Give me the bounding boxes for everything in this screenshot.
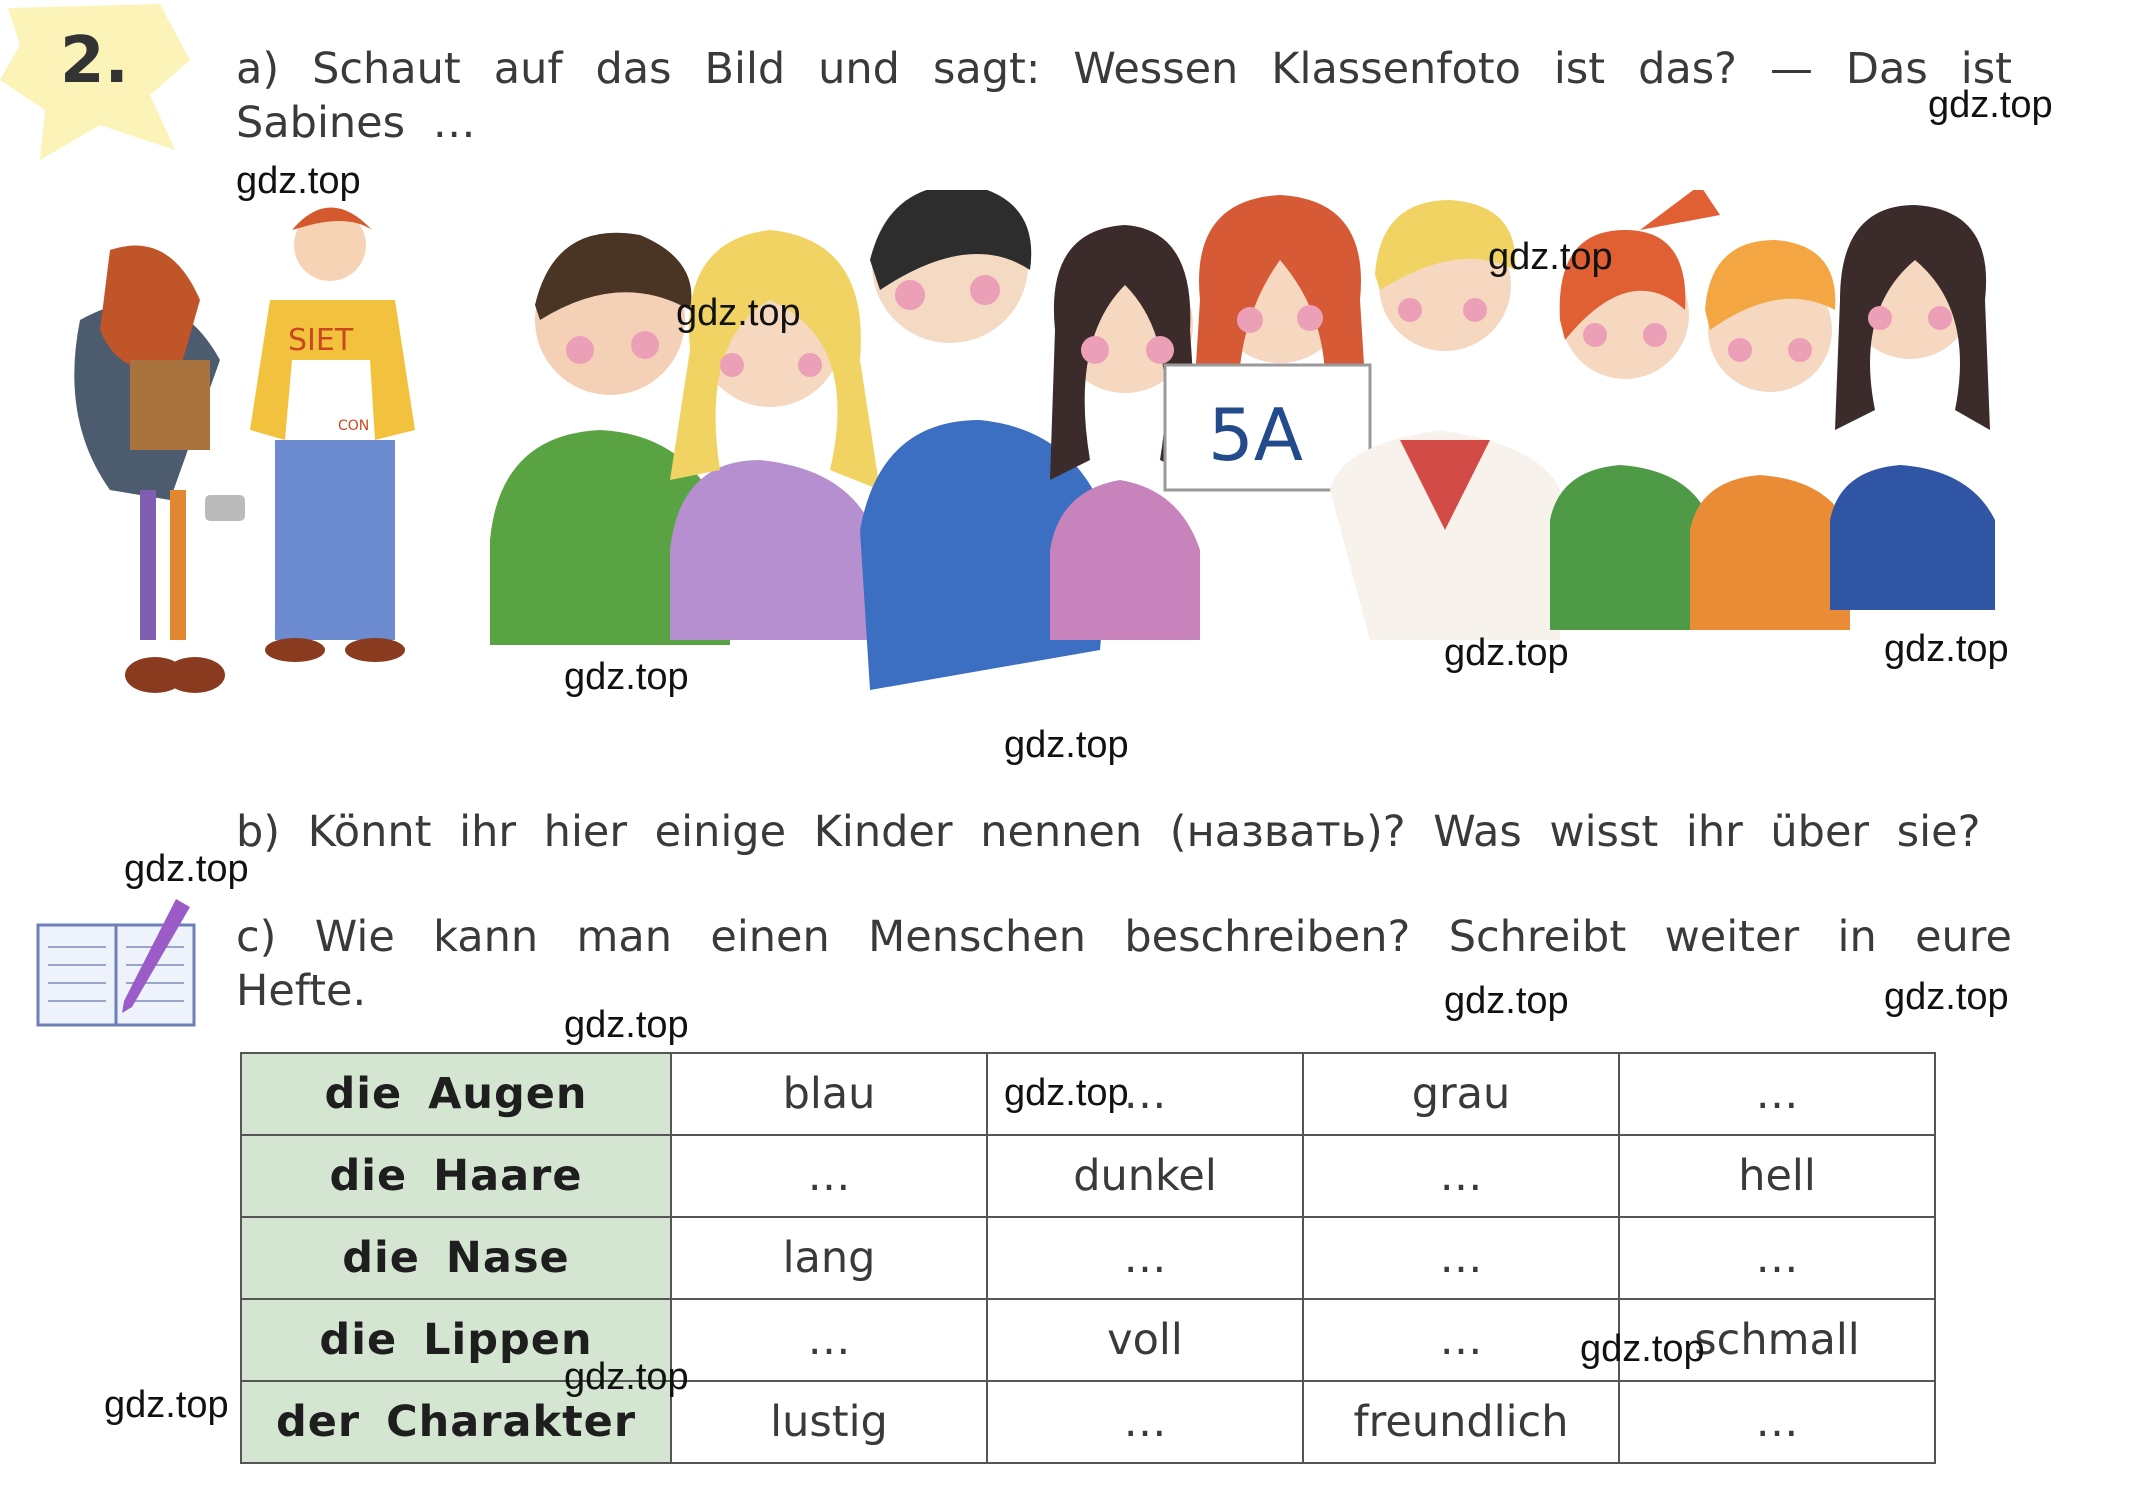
watermark: gdz.top [1580, 1328, 1705, 1370]
table-row [241, 1381, 1935, 1463]
table-row [241, 1217, 1935, 1299]
row-label: die Nase [241, 1217, 671, 1299]
row-label: die Augen [241, 1053, 671, 1135]
watermark: gdz.top [104, 1384, 229, 1426]
table-cell: … [671, 1135, 987, 1217]
table-row [241, 1135, 1935, 1217]
table-cell: lang [671, 1217, 987, 1299]
watermark: gdz.top [1444, 980, 1569, 1022]
table-cell: voll [987, 1299, 1303, 1381]
watermark: gdz.top [1488, 236, 1613, 278]
table-cell: … [987, 1381, 1303, 1463]
table-cell: … [1303, 1299, 1619, 1381]
watermark: gdz.top [564, 1356, 689, 1398]
watermark: gdz.top [564, 656, 689, 698]
watermark: gdz.top [124, 848, 249, 890]
table-cell: … [1303, 1135, 1619, 1217]
row-label: der Charakter [241, 1381, 671, 1463]
instruction-a: a) Schaut auf das Bild und sagt: Wessen Klassenfoto ist das? — Das ist Sabines … [236, 44, 2012, 148]
table-cell: schmall [1619, 1299, 1935, 1381]
table-cell: … [987, 1217, 1303, 1299]
watermark: gdz.top [564, 1004, 689, 1046]
watermark: gdz.top [1928, 84, 2053, 126]
table-cell: … [1619, 1053, 1935, 1135]
instruction-c: c) Wie kann man einen Menschen beschreiben? Schreibt weiter in eure Hefte. [236, 912, 2012, 1016]
instruction-b: b) Könnt ihr hier einige Kinder nennen (назвать)? Was wisst ihr über sie? [236, 807, 1981, 857]
table-cell: … [1619, 1217, 1935, 1299]
table-cell: … [671, 1299, 987, 1381]
table-cell: blau [671, 1053, 987, 1135]
watermark: gdz.top [1444, 632, 1569, 674]
shirt-text: SIET [288, 323, 354, 358]
row-label: die Lippen [241, 1299, 671, 1381]
watermark: gdz.top [1004, 724, 1129, 766]
table-cell: … [1303, 1217, 1619, 1299]
table-cell: … [987, 1053, 1303, 1135]
table-cell: freundlich [1303, 1381, 1619, 1463]
photographer-girl-figure [74, 246, 245, 693]
watermark: gdz.top [1884, 628, 2009, 670]
class-sign-text: 5A [1208, 393, 1304, 477]
table-cell: hell [1619, 1135, 1935, 1217]
row-label: die Haare [241, 1135, 671, 1217]
table-cell: lustig [671, 1381, 987, 1463]
notebook-pen-icon [34, 895, 204, 1035]
table-cell: dunkel [987, 1135, 1303, 1217]
class-photo-illustration [20, 190, 2020, 750]
watermark: gdz.top [1884, 976, 2009, 1018]
table-cell: … [1619, 1381, 1935, 1463]
boy-yellow-sweater-figure [250, 208, 415, 663]
watermark: gdz.top [1004, 1072, 1129, 1114]
pocket-text: CON [338, 418, 370, 434]
task-number: 2. [60, 24, 129, 98]
table-cell: grau [1303, 1053, 1619, 1135]
watermark: gdz.top [676, 292, 801, 334]
watermark: gdz.top [236, 160, 361, 202]
